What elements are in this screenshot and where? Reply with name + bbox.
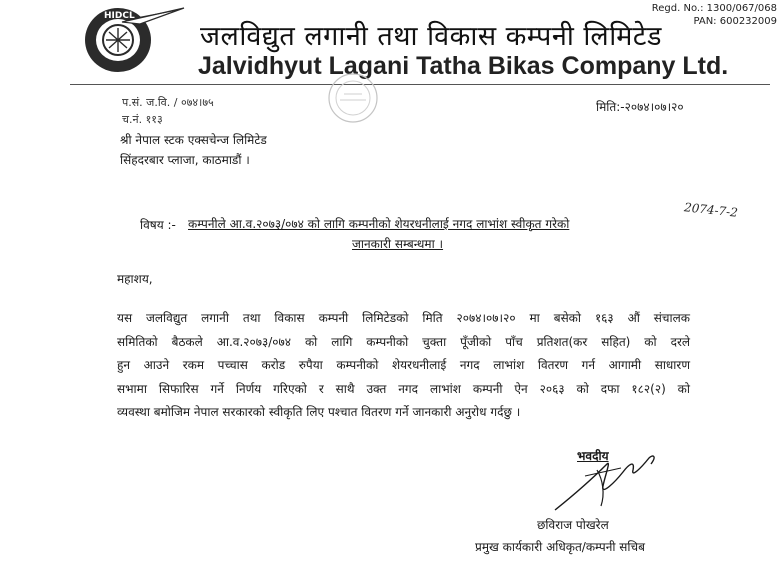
body-line: हुन आउने रकम पच्चास करोड रुपैया कम्पनीको शेयरधनीलाई नगद लाभांश वितरण गर्न आगामी साधारण <box>117 358 690 372</box>
body-line: व्यवस्था बमोजिम नेपाल सरकारको स्वीकृति लिए पश्चात वितरण गर्ने जानकारी अनुरोध गर्दछु । <box>117 405 521 419</box>
subject-label: विषय :- <box>140 218 176 232</box>
greeting: महाशय, <box>117 272 153 286</box>
addressee-name: श्री नेपाल स्टक एक्सचेन्ज लिमिटेड <box>120 133 267 147</box>
pan-number: PAN: 600232009 <box>693 16 777 27</box>
body-paragraph <box>117 307 690 425</box>
regd-number: Regd. No.: 1300/067/068 <box>651 3 777 14</box>
company-name-nepali: जलविद्युत लगानी तथा विकास कम्पनी लिमिटेड <box>200 21 662 52</box>
signature-icon <box>545 446 665 514</box>
addressee-address: सिंहदरबार प्लाजा, काठमाडौं । <box>120 153 250 167</box>
header-divider <box>70 84 770 85</box>
signer-title: प्रमुख कार्यकारी अधिकृत/कम्पनी सचिब <box>475 540 645 554</box>
body-line: समितिको बैठकले आ.व.२०७३/०७४ को लागि कम्पनीको चुक्ता पूँजीको पाँच प्रतिशत(कर सहित) को दरले <box>117 334 690 349</box>
subject-line-2: जानकारी सम्बन्धमा । <box>352 237 444 251</box>
received-stamp <box>318 70 388 124</box>
company-logo <box>78 2 190 76</box>
patra-sankhya: प.सं. ज.वि. / ०७४।७५ <box>122 96 214 109</box>
registration-info <box>652 2 777 28</box>
subject-line-1: कम्पनीले आ.व.२०७३/०७४ को लागि कम्पनीको शेयरधनीलाई नगद लाभांश स्वीकृत गरेको <box>188 217 570 231</box>
letter-date: मिति:-२०७४।०७।२० <box>596 100 684 114</box>
closing-salutation: भवदीय <box>577 449 609 463</box>
logo-emblem-icon <box>78 2 190 76</box>
handwritten-date: 2074-7-2 <box>683 200 739 220</box>
signer-name: छविराज पोखरेल <box>537 518 609 532</box>
stamp-icon <box>318 70 388 124</box>
company-name-english: Jalvidhyut Lagani Tatha Bikas Company Ltd. <box>198 52 729 80</box>
chalani-number: च.नं. ११३ <box>122 113 163 126</box>
logo-text: HIDCL <box>104 11 135 21</box>
body-line: सभामा सिफारिस गर्ने निर्णय गरिएको र साथै उक्त नगद लाभांश कम्पनी ऐन २०६३ को दफा १८२(२) को <box>117 381 690 396</box>
signature <box>545 446 665 514</box>
body-line: यस जलविद्युत लगानी तथा विकास कम्पनी लिमिटेडको मिति २०७४।०७।२० मा बसेको १६३ औं संचालक <box>117 311 690 325</box>
